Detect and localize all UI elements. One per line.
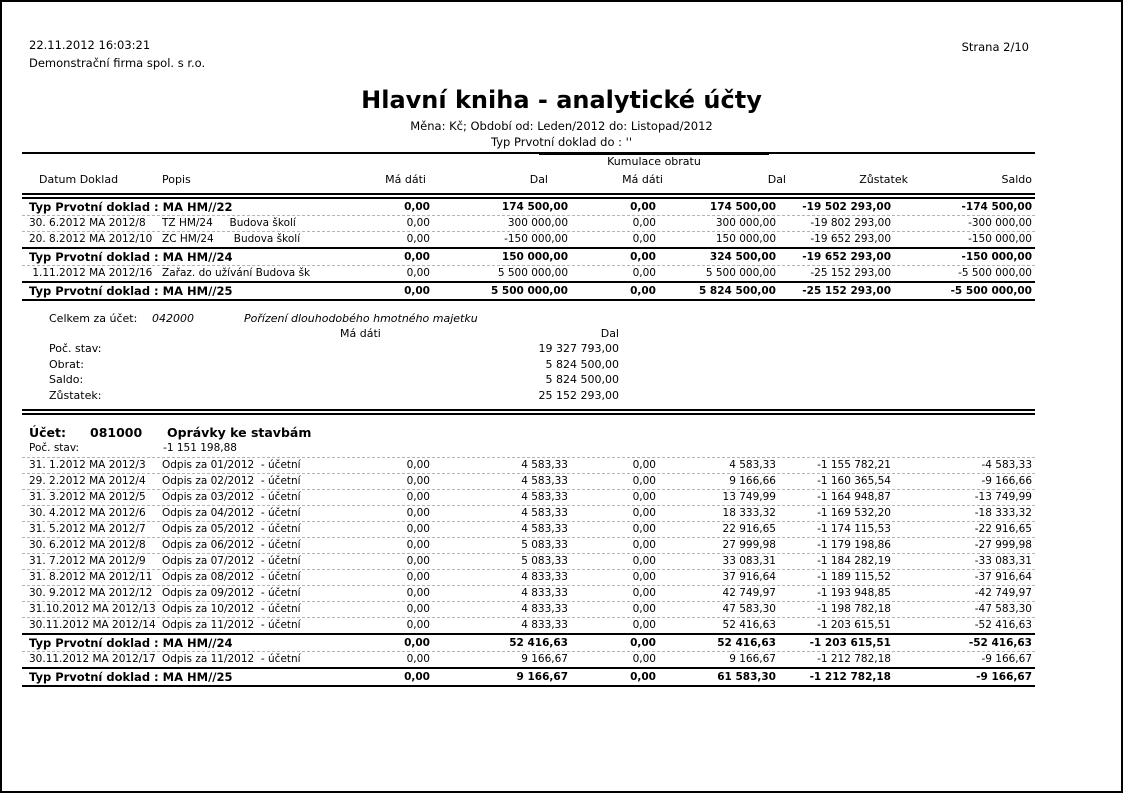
cell-value: -1 164 948,87	[817, 491, 891, 503]
cell-value: 9 166,67	[729, 653, 776, 665]
cell-value: -1 174 115,53	[817, 523, 891, 535]
cell-datum-doklad: 20. 8.2012 MA 2012/10	[29, 233, 153, 245]
table2-body	[22, 458, 1035, 687]
poc-stav-value: -1 151 198,88	[163, 442, 237, 454]
cell-value: -27 999,98	[974, 539, 1032, 551]
table-header-group	[22, 154, 1035, 170]
cell-value: 0,00	[404, 637, 430, 649]
cell-value: -1 193 948,85	[817, 587, 891, 599]
cell-value: 13 749,99	[722, 491, 776, 503]
cell-value: 0,00	[406, 619, 430, 631]
summary-line	[49, 357, 619, 373]
print-timestamp: 22.11.2012 16:03:21	[29, 38, 151, 52]
cell-popis: Odpis za 07/2012 - účetní	[162, 555, 301, 567]
summary-line-value: 25 152 293,00	[538, 388, 619, 402]
cell-value: 47 583,30	[722, 603, 776, 615]
cell-value: 0,00	[630, 671, 656, 683]
ucet-number: 081000	[90, 425, 143, 440]
cell-popis: Odpis za 05/2012 - účetní	[162, 523, 301, 535]
cell-value: -33 083,31	[974, 555, 1032, 567]
cell-value: -1 203 615,51	[817, 619, 891, 631]
cell-value: 0,00	[406, 217, 430, 229]
cell-value: -150 000,00	[961, 251, 1032, 263]
cell-value: 0,00	[632, 507, 656, 519]
table-row	[22, 474, 1035, 490]
column-group-kumulace-obratu: Kumulace obratu	[539, 154, 769, 169]
cell-value: 0,00	[632, 619, 656, 631]
cell-value: 22 916,65	[722, 523, 776, 535]
cell-value: 0,00	[406, 507, 430, 519]
column-header-dal: Dal	[529, 173, 548, 186]
group-total-row	[22, 249, 1035, 266]
page-number: Strana 2/10	[961, 40, 1029, 54]
cell-value: 18 333,32	[722, 507, 776, 519]
cell-value: 0,00	[632, 603, 656, 615]
cell-value: 0,00	[632, 267, 656, 279]
table-row	[22, 652, 1035, 669]
cell-value: 0,00	[632, 523, 656, 535]
cell-value: 0,00	[630, 201, 656, 213]
summary-line-label: Saldo:	[49, 373, 84, 386]
cell-value: -47 583,30	[974, 603, 1032, 615]
cell-value: -300 000,00	[968, 217, 1032, 229]
opening-balance-row	[22, 441, 1035, 458]
table-row	[22, 216, 1035, 232]
table-row	[22, 522, 1035, 538]
cell-popis: Odpis za 10/2012 - účetní	[162, 603, 301, 615]
cell-value: 0,00	[406, 267, 430, 279]
cell-value: 5 824 500,00	[698, 285, 776, 297]
summary-title-line	[49, 311, 619, 326]
cell-value: -19 652 293,00	[810, 233, 891, 245]
cell-value: 5 500 000,00	[490, 285, 568, 297]
cell-value: 0,00	[406, 233, 430, 245]
cell-datum-doklad: 30. 6.2012 MA 2012/8	[29, 539, 146, 551]
cell-value: 52 416,63	[722, 619, 776, 631]
column-header-zustatek: Zůstatek	[859, 173, 908, 186]
cell-datum-doklad: 31. 8.2012 MA 2012/11	[29, 571, 153, 583]
cell-value: 9 166,66	[729, 475, 776, 487]
cell-popis: Odpis za 06/2012 - účetní	[162, 539, 301, 551]
cell-value: 4 583,33	[521, 507, 568, 519]
cell-value: -1 184 282,19	[817, 555, 891, 567]
summary-account-name: Pořízení dlouhodobého hmotného majetku	[244, 312, 478, 325]
cell-group-label: Typ Prvotní doklad : MA HM//22	[29, 200, 233, 214]
cell-value: 4 583,33	[521, 459, 568, 471]
cell-datum-doklad: 30.11.2012 MA 2012/14	[29, 619, 156, 631]
cell-value: -150 000,00	[968, 233, 1032, 245]
cell-value: 0,00	[406, 475, 430, 487]
table-row	[22, 586, 1035, 602]
cell-value: -42 749,97	[974, 587, 1032, 599]
cell-value: 0,00	[632, 555, 656, 567]
cell-value: 42 749,97	[722, 587, 776, 599]
cell-value: -25 152 293,00	[802, 285, 891, 297]
cell-value: 300 000,00	[715, 217, 776, 229]
cell-value: 9 166,67	[516, 671, 568, 683]
cell-value: -9 166,67	[981, 653, 1032, 665]
cell-value: 52 416,63	[509, 637, 568, 649]
cell-value: 27 999,98	[722, 539, 776, 551]
cell-datum-doklad: 29. 2.2012 MA 2012/4	[29, 475, 146, 487]
summary-columns-line	[49, 326, 619, 341]
cell-value: 5 500 000,00	[497, 267, 568, 279]
cell-datum-doklad: 30. 6.2012 MA 2012/8	[29, 217, 146, 229]
cell-value: -52 416,63	[968, 637, 1032, 649]
summary-line	[49, 341, 619, 357]
cell-value: 4 833,33	[521, 571, 568, 583]
summary-line-label: Zůstatek:	[49, 388, 102, 402]
cell-value: 0,00	[632, 653, 656, 665]
column-header-saldo: Saldo	[1001, 173, 1032, 186]
cell-value: 37 916,64	[722, 571, 776, 583]
cell-datum-doklad: 31.10.2012 MA 2012/13	[29, 603, 156, 615]
cell-popis: Odpis za 08/2012 - účetní	[162, 571, 301, 583]
group-total-row	[22, 199, 1035, 216]
cell-value: -22 916,65	[974, 523, 1032, 535]
cell-value: 52 416,63	[717, 637, 776, 649]
cell-datum-doklad: 30. 9.2012 MA 2012/12	[29, 587, 153, 599]
cell-value: 4 833,33	[521, 603, 568, 615]
cell-value: 0,00	[406, 653, 430, 665]
summary-account-number: 042000	[152, 312, 194, 325]
cell-value: 33 083,31	[722, 555, 776, 567]
table-row	[22, 232, 1035, 249]
report-title: Hlavní kniha - analytické účty	[361, 86, 762, 114]
cell-value: -13 749,99	[974, 491, 1032, 503]
cell-value: 0,00	[406, 587, 430, 599]
cell-value: -18 333,32	[974, 507, 1032, 519]
summary-line	[49, 372, 619, 388]
cell-value: 5 083,33	[521, 539, 568, 551]
cell-value: 0,00	[632, 539, 656, 551]
cell-group-label: Typ Prvotní doklad : MA HM//25	[29, 670, 233, 684]
cell-datum-doklad: 31. 5.2012 MA 2012/7	[29, 523, 146, 535]
summary-line-value: 5 824 500,00	[545, 373, 619, 386]
cell-popis: Zařaz. do užívání Budova šk	[162, 267, 311, 279]
cell-value: -1 179 198,86	[817, 539, 891, 551]
table-row	[22, 554, 1035, 570]
cell-popis: Odpis za 11/2012 - účetní	[162, 619, 301, 631]
cell-group-label: Typ Prvotní doklad : MA HM//24	[29, 636, 233, 650]
cell-value: 0,00	[406, 539, 430, 551]
cell-popis: Odpis za 11/2012 - účetní	[162, 653, 301, 665]
cell-value: -52 416,63	[974, 619, 1032, 631]
cell-value: 9 166,67	[521, 653, 568, 665]
cell-group-label: Typ Prvotní doklad : MA HM//25	[29, 284, 233, 298]
cell-value: -5 500 000,00	[950, 285, 1032, 297]
cell-value: 0,00	[632, 571, 656, 583]
ledger-table-2	[22, 441, 1035, 687]
cell-value: -19 502 293,00	[802, 201, 891, 213]
cell-value: -9 166,66	[981, 475, 1032, 487]
cell-value: 0,00	[404, 251, 430, 263]
column-header-datum-doklad: Datum Doklad	[39, 173, 119, 186]
cell-datum-doklad: 30.11.2012 MA 2012/17	[29, 653, 156, 665]
summary-line-value: 5 824 500,00	[545, 357, 619, 371]
cell-datum-doklad: 1.11.2012 MA 2012/16	[29, 267, 153, 279]
cell-popis: ZC HM/24 Budova školí	[162, 233, 301, 245]
cell-value: -4 583,33	[981, 459, 1032, 471]
cell-popis: Odpis za 09/2012 - účetní	[162, 587, 301, 599]
column-header-kumulace-dal: Dal	[767, 173, 786, 186]
cell-popis: Odpis za 01/2012 - účetní	[162, 459, 301, 471]
cell-value: 150 000,00	[715, 233, 776, 245]
cell-value: -1 212 782,18	[809, 671, 891, 683]
table-row	[22, 266, 1035, 283]
cell-popis: Odpis za 03/2012 - účetní	[162, 491, 301, 503]
summary-line	[49, 388, 619, 404]
cell-value: -1 198 782,18	[817, 603, 891, 615]
cell-popis: TZ HM/24 Budova školí	[162, 217, 296, 229]
cell-value: -1 155 782,21	[817, 459, 891, 471]
summary-line-label: Poč. stav:	[49, 342, 102, 355]
table-row	[22, 506, 1035, 522]
cell-value: 0,00	[406, 459, 430, 471]
cell-value: 300 000,00	[507, 217, 568, 229]
table-row	[22, 602, 1035, 618]
column-header-ma-dati: Má dáti	[385, 173, 426, 186]
cell-value: -174 500,00	[961, 201, 1032, 213]
cell-datum-doklad: 30. 4.2012 MA 2012/6	[29, 507, 146, 519]
cell-value: -19 802 293,00	[810, 217, 891, 229]
company-name: Demonstrační firma spol. s r.o.	[29, 56, 206, 70]
cell-value: 0,00	[632, 587, 656, 599]
cell-value: -1 212 782,18	[817, 653, 891, 665]
cell-value: -1 169 532,20	[817, 507, 891, 519]
cell-datum-doklad: 31. 7.2012 MA 2012/9	[29, 555, 146, 567]
cell-value: -150 000,00	[504, 233, 568, 245]
cell-group-label: Typ Prvotní doklad : MA HM//24	[29, 250, 233, 264]
cell-value: 0,00	[404, 671, 430, 683]
report-subtitle: Měna: Kč; Období od: Leden/2012 do: Listopad/2012	[410, 119, 713, 133]
group-total-row	[22, 669, 1035, 687]
cell-value: 4 583,33	[521, 523, 568, 535]
cell-value: 4 833,33	[521, 587, 568, 599]
cell-value: -19 652 293,00	[802, 251, 891, 263]
cell-value: -9 166,67	[976, 671, 1032, 683]
table-row	[22, 538, 1035, 554]
cell-value: 4 583,33	[521, 491, 568, 503]
table-row	[22, 458, 1035, 474]
summary-col-dal: Dal	[600, 327, 619, 340]
ledger-table	[22, 152, 1035, 415]
summary-label: Celkem za účet:	[49, 312, 138, 325]
cell-value: 174 500,00	[501, 201, 568, 213]
cell-value: 150 000,00	[501, 251, 568, 263]
cell-value: 0,00	[632, 233, 656, 245]
column-header-kumulace-ma-dati: Má dáti	[622, 173, 663, 186]
poc-stav-label: Poč. stav:	[29, 442, 80, 454]
cell-value: -1 160 365,54	[817, 475, 891, 487]
column-header-popis: Popis	[162, 173, 191, 186]
report-meta	[2, 2, 1121, 71]
summary-line-value: 19 327 793,00	[538, 342, 619, 355]
cell-popis: Odpis za 04/2012 - účetní	[162, 507, 301, 519]
section-double-rule	[22, 409, 1035, 415]
cell-value: -25 152 293,00	[810, 267, 891, 279]
cell-value: 0,00	[406, 491, 430, 503]
table-row	[22, 618, 1035, 635]
table-row	[22, 570, 1035, 586]
cell-value: 0,00	[404, 285, 430, 297]
table1-body	[22, 199, 1035, 301]
cell-value: -1 189 115,52	[817, 571, 891, 583]
cell-value: 174 500,00	[709, 201, 776, 213]
cell-value: 0,00	[406, 571, 430, 583]
cell-value: -37 916,64	[974, 571, 1032, 583]
cell-value: -5 500 000,00	[958, 267, 1032, 279]
cell-popis: Odpis za 02/2012 - účetní	[162, 475, 301, 487]
cell-value: 0,00	[632, 475, 656, 487]
cell-value: 0,00	[404, 201, 430, 213]
cell-value: 0,00	[632, 491, 656, 503]
account-summary	[49, 311, 619, 403]
cell-value: 0,00	[630, 285, 656, 297]
cell-value: 324 500,00	[709, 251, 776, 263]
group-total-row	[22, 635, 1035, 652]
cell-value: 4 583,33	[521, 475, 568, 487]
account-section-heading	[29, 424, 1121, 441]
cell-value: 0,00	[406, 523, 430, 535]
summary-line-label: Obrat:	[49, 357, 84, 371]
cell-value: 0,00	[406, 603, 430, 615]
cell-value: 0,00	[630, 251, 656, 263]
cell-value: 5 500 000,00	[705, 267, 776, 279]
cell-value: 4 583,33	[729, 459, 776, 471]
group-total-row	[22, 283, 1035, 301]
cell-value: 0,00	[632, 459, 656, 471]
cell-datum-doklad: 31. 1.2012 MA 2012/3	[29, 459, 146, 471]
ucet-name: Oprávky ke stavbám	[167, 425, 312, 440]
table-header-row	[22, 170, 1035, 193]
cell-datum-doklad: 31. 3.2012 MA 2012/5	[29, 491, 146, 503]
cell-value: 0,00	[406, 555, 430, 567]
table-row	[22, 490, 1035, 506]
cell-value: 61 583,30	[717, 671, 776, 683]
cell-value: 4 833,33	[521, 619, 568, 631]
report-filter: Typ Prvotní doklad do : ''	[491, 135, 632, 149]
cell-value: -1 203 615,51	[809, 637, 891, 649]
summary-col-ma-dati: Má dáti	[340, 327, 381, 340]
cell-value: 5 083,33	[521, 555, 568, 567]
ucet-label: Účet:	[29, 425, 67, 440]
cell-value: 0,00	[630, 637, 656, 649]
cell-value: 0,00	[632, 217, 656, 229]
